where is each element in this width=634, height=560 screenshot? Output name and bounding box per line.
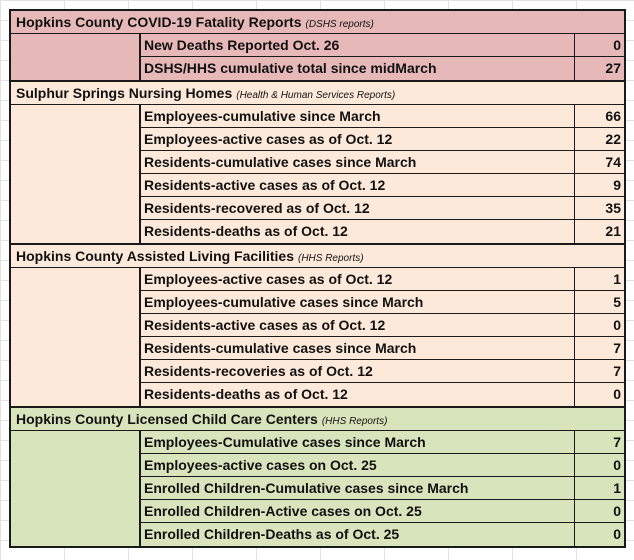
row-value[interactable]: 21 [574,220,624,243]
row-value[interactable]: 22 [574,128,624,150]
table-row[interactable] [141,500,624,523]
row-label[interactable]: Residents-deaths as of Oct. 12 [144,223,348,239]
row-value[interactable]: 0 [574,314,624,336]
table-row[interactable] [141,34,624,57]
section-source: (HHS Reports) [297,253,364,264]
table-row[interactable] [141,314,624,337]
section-title-text: Sulphur Springs Nursing Homes [16,85,233,101]
row-label[interactable]: DSHS/HHS cumulative total since midMarch [144,60,437,76]
section-title[interactable] [11,245,624,268]
empty-cell[interactable] [11,268,141,406]
empty-cell[interactable] [11,34,141,80]
row-label[interactable]: Residents-active cases as of Oct. 12 [144,177,386,193]
row-value[interactable]: 0 [574,383,624,406]
row-label[interactable]: Residents-deaths as of Oct. 12 [144,386,348,402]
row-value[interactable]: 1 [574,268,624,290]
section-source: (DSHS reports) [305,19,374,30]
section-child-care-centers [11,406,624,546]
table-row[interactable] [141,220,624,243]
section-source: (HHS Reports) [321,416,388,427]
table-row[interactable] [141,454,624,477]
table-row[interactable] [141,383,624,406]
covid-report-table [9,9,626,548]
row-label[interactable]: Employees-Cumulative cases since March [144,434,426,450]
table-row[interactable] [141,128,624,151]
row-value[interactable]: 0 [574,34,624,56]
table-row[interactable] [141,268,624,291]
row-value[interactable]: 1 [574,477,624,499]
table-row[interactable] [141,197,624,220]
row-label[interactable]: Residents-cumulative cases since March [144,154,417,170]
row-value[interactable]: 7 [574,337,624,359]
section-title-text: Hopkins County COVID-19 Fatality Reports [16,14,302,30]
table-row[interactable] [141,151,624,174]
table-row[interactable] [141,337,624,360]
table-row[interactable] [141,431,624,454]
row-label[interactable]: Employees-active cases as of Oct. 12 [144,271,393,287]
row-label[interactable]: Enrolled Children-Deaths as of Oct. 25 [144,526,400,542]
row-label[interactable]: Residents-cumulative cases since March [144,340,417,356]
table-row[interactable] [141,523,624,546]
row-value[interactable]: 0 [574,500,624,522]
row-value[interactable]: 0 [574,523,624,546]
row-label[interactable]: Employees-cumulative cases since March [144,294,424,310]
row-value[interactable]: 7 [574,431,624,453]
section-title-text: Hopkins County Licensed Child Care Centers [16,411,318,427]
row-value[interactable]: 66 [574,105,624,127]
row-value[interactable]: 5 [574,291,624,313]
table-row[interactable] [141,57,624,80]
section-title-text: Hopkins County Assisted Living Facilities [16,248,294,264]
table-row[interactable] [141,105,624,128]
row-label[interactable]: Employees-cumulative since March [144,108,381,124]
row-label[interactable]: Residents-active cases as of Oct. 12 [144,317,386,333]
table-row[interactable] [141,291,624,314]
row-value[interactable]: 35 [574,197,624,219]
section-title[interactable] [11,11,624,34]
empty-cell[interactable] [11,431,141,546]
row-value[interactable]: 9 [574,174,624,196]
empty-cell[interactable] [11,105,141,243]
row-value[interactable]: 74 [574,151,624,173]
section-assisted-living [11,243,624,406]
section-fatality-reports [11,11,624,80]
row-label[interactable]: Residents-recoveries as of Oct. 12 [144,363,373,379]
row-label[interactable]: New Deaths Reported Oct. 26 [144,37,340,53]
row-value[interactable]: 0 [574,454,624,476]
row-value[interactable]: 27 [574,57,624,80]
row-label[interactable]: Employees-active cases on Oct. 25 [144,457,377,473]
section-source: (Health & Human Services Reports) [236,90,396,101]
row-label[interactable]: Enrolled Children-Active cases on Oct. 25 [144,503,422,519]
row-value[interactable]: 7 [574,360,624,382]
section-nursing-homes [11,80,624,243]
row-label[interactable]: Enrolled Children-Cumulative cases since March [144,480,469,496]
section-title[interactable] [11,82,624,105]
row-label[interactable]: Residents-recovered as of Oct. 12 [144,200,370,216]
table-row[interactable] [141,174,624,197]
section-title[interactable] [11,408,624,431]
table-row[interactable] [141,477,624,500]
table-row[interactable] [141,360,624,383]
row-label[interactable]: Employees-active cases as of Oct. 12 [144,131,393,147]
